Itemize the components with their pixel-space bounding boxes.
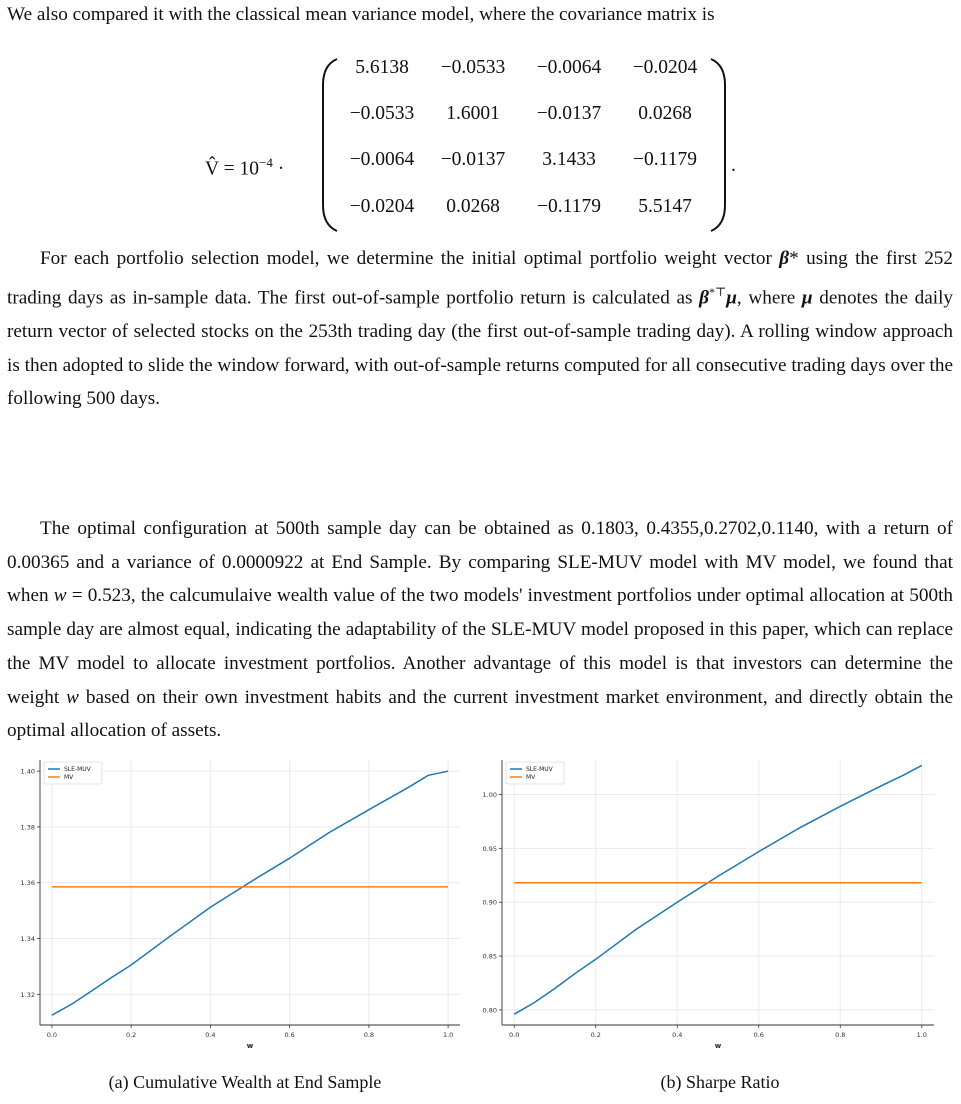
series-line-sle-muv [514,765,922,1014]
matrix-cell: 3.1433 [542,149,596,170]
legend-label: MV [64,774,74,782]
matrix-cell: −0.0137 [536,103,602,124]
matrix-cell: −0.0064 [536,57,602,78]
legend-label: SLE-MUV [64,766,91,774]
x-tick-label: 0.0 [46,1031,58,1039]
x-tick-label: 0.0 [509,1031,520,1039]
matrix-cell: −0.0204 [632,57,698,78]
matrix-cell: −0.1179 [537,196,601,217]
mu-symbol: μ [801,287,813,309]
equation-lhs: V̂ = $10^{-4}$ · [205,155,285,180]
matrix-cell: 1.6001 [446,103,500,124]
matrix-cell: −0.0533 [349,103,415,124]
matrix-cell: 0.0268 [638,103,692,124]
y-tick-label: 0.85 [482,952,497,961]
y-tick-label: 0.95 [482,844,497,853]
legend-label: MV [526,774,536,782]
caption-a: (a) Cumulative Wealth at End Sample [108,1072,382,1092]
x-tick-label: 1.0 [442,1031,454,1039]
matrix-cell: −0.0137 [440,149,506,170]
x-tick-label: 0.4 [672,1031,683,1039]
x-tick-label: 0.6 [284,1031,295,1039]
x-tick-label: 0.2 [590,1031,601,1039]
y-tick-label: 0.90 [482,898,497,907]
covariance-equation [0,45,961,240]
legend [44,762,102,784]
chart-cumulative-wealth [0,755,470,1055]
matrix-cell: −0.0204 [349,196,415,217]
y-tick-label: 1.34 [20,935,35,944]
x-axis-label: w [246,1042,254,1050]
y-tick-label: 1.36 [20,879,35,888]
matrix-cell: 0.0268 [446,196,500,217]
x-tick-label: 0.8 [835,1031,846,1039]
intro-text: We also compared it with the classical mean variance model, where the covariance matrix is [7,4,715,25]
matrix-cell: −0.0064 [349,149,415,170]
x-tick-label: 1.0 [916,1031,927,1039]
paragraph-3: The optimal configuration at 500th sample day can be obtained as 0.1803, 0.4355,0.2702,0.1140, with a return of 0.00365 and a variance of 0.0000922 at End Sample. By comparing SLE-MUV model with MV model, we found that when w = 0.523, the calcumulaive wealth value of the two models' investment portfolios under optimal allocation at 500th sample day are almost equal, indicating the adaptability of the SLE-MUV model proposed in this paper, which can replace the MV model to allocate investment portfolios. Another advantage of this model is that investors can determine the weight w based on their own investment habits and the current investment market environment, and directly obtain the optimal allocation of assets. [7,518,954,742]
w-symbol: w [53,585,67,607]
y-tick-label: 1.38 [20,823,35,832]
mu-symbol: μ [726,287,737,309]
matrix-cell: 5.6138 [355,57,409,78]
caption-b: (b) Sharpe Ratio [660,1072,780,1092]
w-symbol: w [66,686,79,708]
x-axis-label: w [714,1042,722,1050]
matrix-cell: −0.0533 [440,57,506,78]
matrix-cell: −0.1179 [633,149,697,170]
legend-label: SLE-MUV [526,766,553,774]
y-tick-label: 1.40 [20,767,35,776]
y-tick-label: 0.80 [482,1006,497,1015]
chart-sharpe-ratio [480,755,950,1055]
paragraph-2: For each portfolio selection model, we determine the initial optimal portfolio weight vector β* using the first 252 trading days as in-sample data. The first out-of-sample portfolio return is calculated as β*⊤μ, where μ denotes the daily return vector of selected stocks on the 253th trading day (the first out-of-sample trading day). A rolling window approach is then adopted to slide the window forward, with out-of-sample returns computed for all consecutive trading days over the following 500 days. [7,248,954,410]
x-tick-label: 0.2 [125,1031,137,1039]
legend [506,762,564,784]
equation-period: . [731,155,736,176]
y-tick-label: 1.32 [20,990,35,999]
x-tick-label: 0.8 [363,1031,375,1039]
series-line-sle-muv [52,771,448,1015]
beta-symbol: β [699,287,709,309]
x-tick-label: 0.4 [205,1031,216,1039]
y-tick-label: 1.00 [482,790,497,799]
x-tick-label: 0.6 [753,1031,764,1039]
beta-symbol: β [779,248,790,269]
matrix-cell: 5.5147 [638,196,692,217]
